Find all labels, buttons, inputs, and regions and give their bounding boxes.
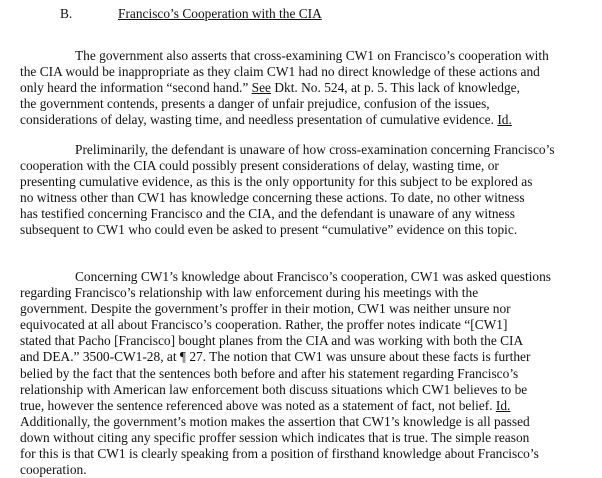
text-line [20,222,600,238]
paragraph-cw1-knowledge [20,269,600,478]
text-line [20,206,600,222]
paragraph-cia-argument [20,48,600,128]
text-span: considerations of delay, wasting time, and needless presentation of cumulative evidence. [20,112,498,128]
section-letter: B. [60,6,73,21]
text-line [20,366,600,382]
text-span: cooperation. [20,462,87,478]
text-span: has testified concerning Francisco and the CIA, and the defendant is unaware of any witness [20,206,515,222]
text-line [20,333,600,349]
text-span: the government contends, presents a danger of unfair prejudice, confusion of the issues, [20,96,490,112]
text-line [20,446,600,462]
text-line [20,301,600,317]
text-span: Concerning CW1’s knowledge about Francisco’s cooperation, CW1 was asked questions [75,269,552,284]
text-line [20,382,600,398]
text-line [20,430,600,446]
text-line [20,462,600,478]
text-span: subsequent to CW1 who could even be asked to present “cumulative” evidence on this topic. [20,222,518,238]
text-line [20,317,600,333]
text-span: regarding Francisco’s relationship with law enforcement during his meetings with the [20,285,479,301]
text-span: presenting cumulative evidence, as this is the only opportunity for this subject to be explored as [20,174,533,190]
text-span: true, however the sentence referenced above was noted as a statement of fact, not belief. [20,397,496,413]
text-span: down without citing any specific proffer session which indicates that is true. The simple reason [20,429,530,445]
text-line [20,80,600,96]
text-span: government. Despite the government’s proffer in their motion, CW1 was neither unsure nor [20,301,511,317]
text-line [20,414,600,430]
text-span: for this is that CW1 is clearly speaking from a position of firsthand knowledge about Francisco’s [20,446,539,462]
text-span: the CIA would be inappropriate as they claim CW1 had no direct knowledge of these actions and [20,64,540,80]
text-line [20,142,600,158]
text-span: and DEA.” 3500-CW1-28, at ¶ 27. The notion that CW1 was unsure about these facts is further [20,349,531,365]
text-span: equivocated at all about Francisco’s cooperation. Rather, the proffer notes indicate “[CW1] [20,317,508,333]
text-span: The government also asserts that cross-examining CW1 on Francisco’s cooperation with [75,48,549,63]
text-line [20,112,600,128]
text-line [20,269,600,285]
text-span: Id. [495,397,511,413]
text-span: Id. [497,112,512,128]
text-span: Additionally, the government’s motion makes the assertion that CW1’s knowledge is all passed [20,413,530,429]
text-line [20,174,600,190]
text-span: stated that Pacho [Francisco] bought planes from the CIA and was working with both the CIA [20,333,524,349]
text-line [20,64,600,80]
section-title: Francisco’s Cooperation with the CIA [118,6,322,21]
text-line [20,96,600,112]
text-line [20,398,600,414]
text-line [20,190,600,206]
text-span: belied by the fact that the sentences both before and after his statement regarding Francisco’s [20,365,519,381]
text-line [20,158,600,174]
text-span: only heard the information “second hand.” [20,80,252,96]
paragraph-preliminary-response [20,142,600,239]
text-line [20,285,600,301]
text-span: cooperation with the CIA could possibly present considerations of delay, wasting time, or [20,158,499,174]
text-span: Dkt. No. 524, at p. 5. This lack of knowledge, [271,80,520,96]
text-span: no witness other than CW1 has knowledge concerning these actions. To date, no other witness [20,190,525,206]
text-span: See [251,80,271,96]
section-heading [60,6,322,22]
text-line [20,349,600,365]
text-span: relationship with American law enforcement both discuss situations which CW1 believes to be [20,381,528,397]
text-line [20,48,600,64]
text-span: Preliminarily, the defendant is unaware of how cross-examination concerning Francisco’s [75,142,555,157]
